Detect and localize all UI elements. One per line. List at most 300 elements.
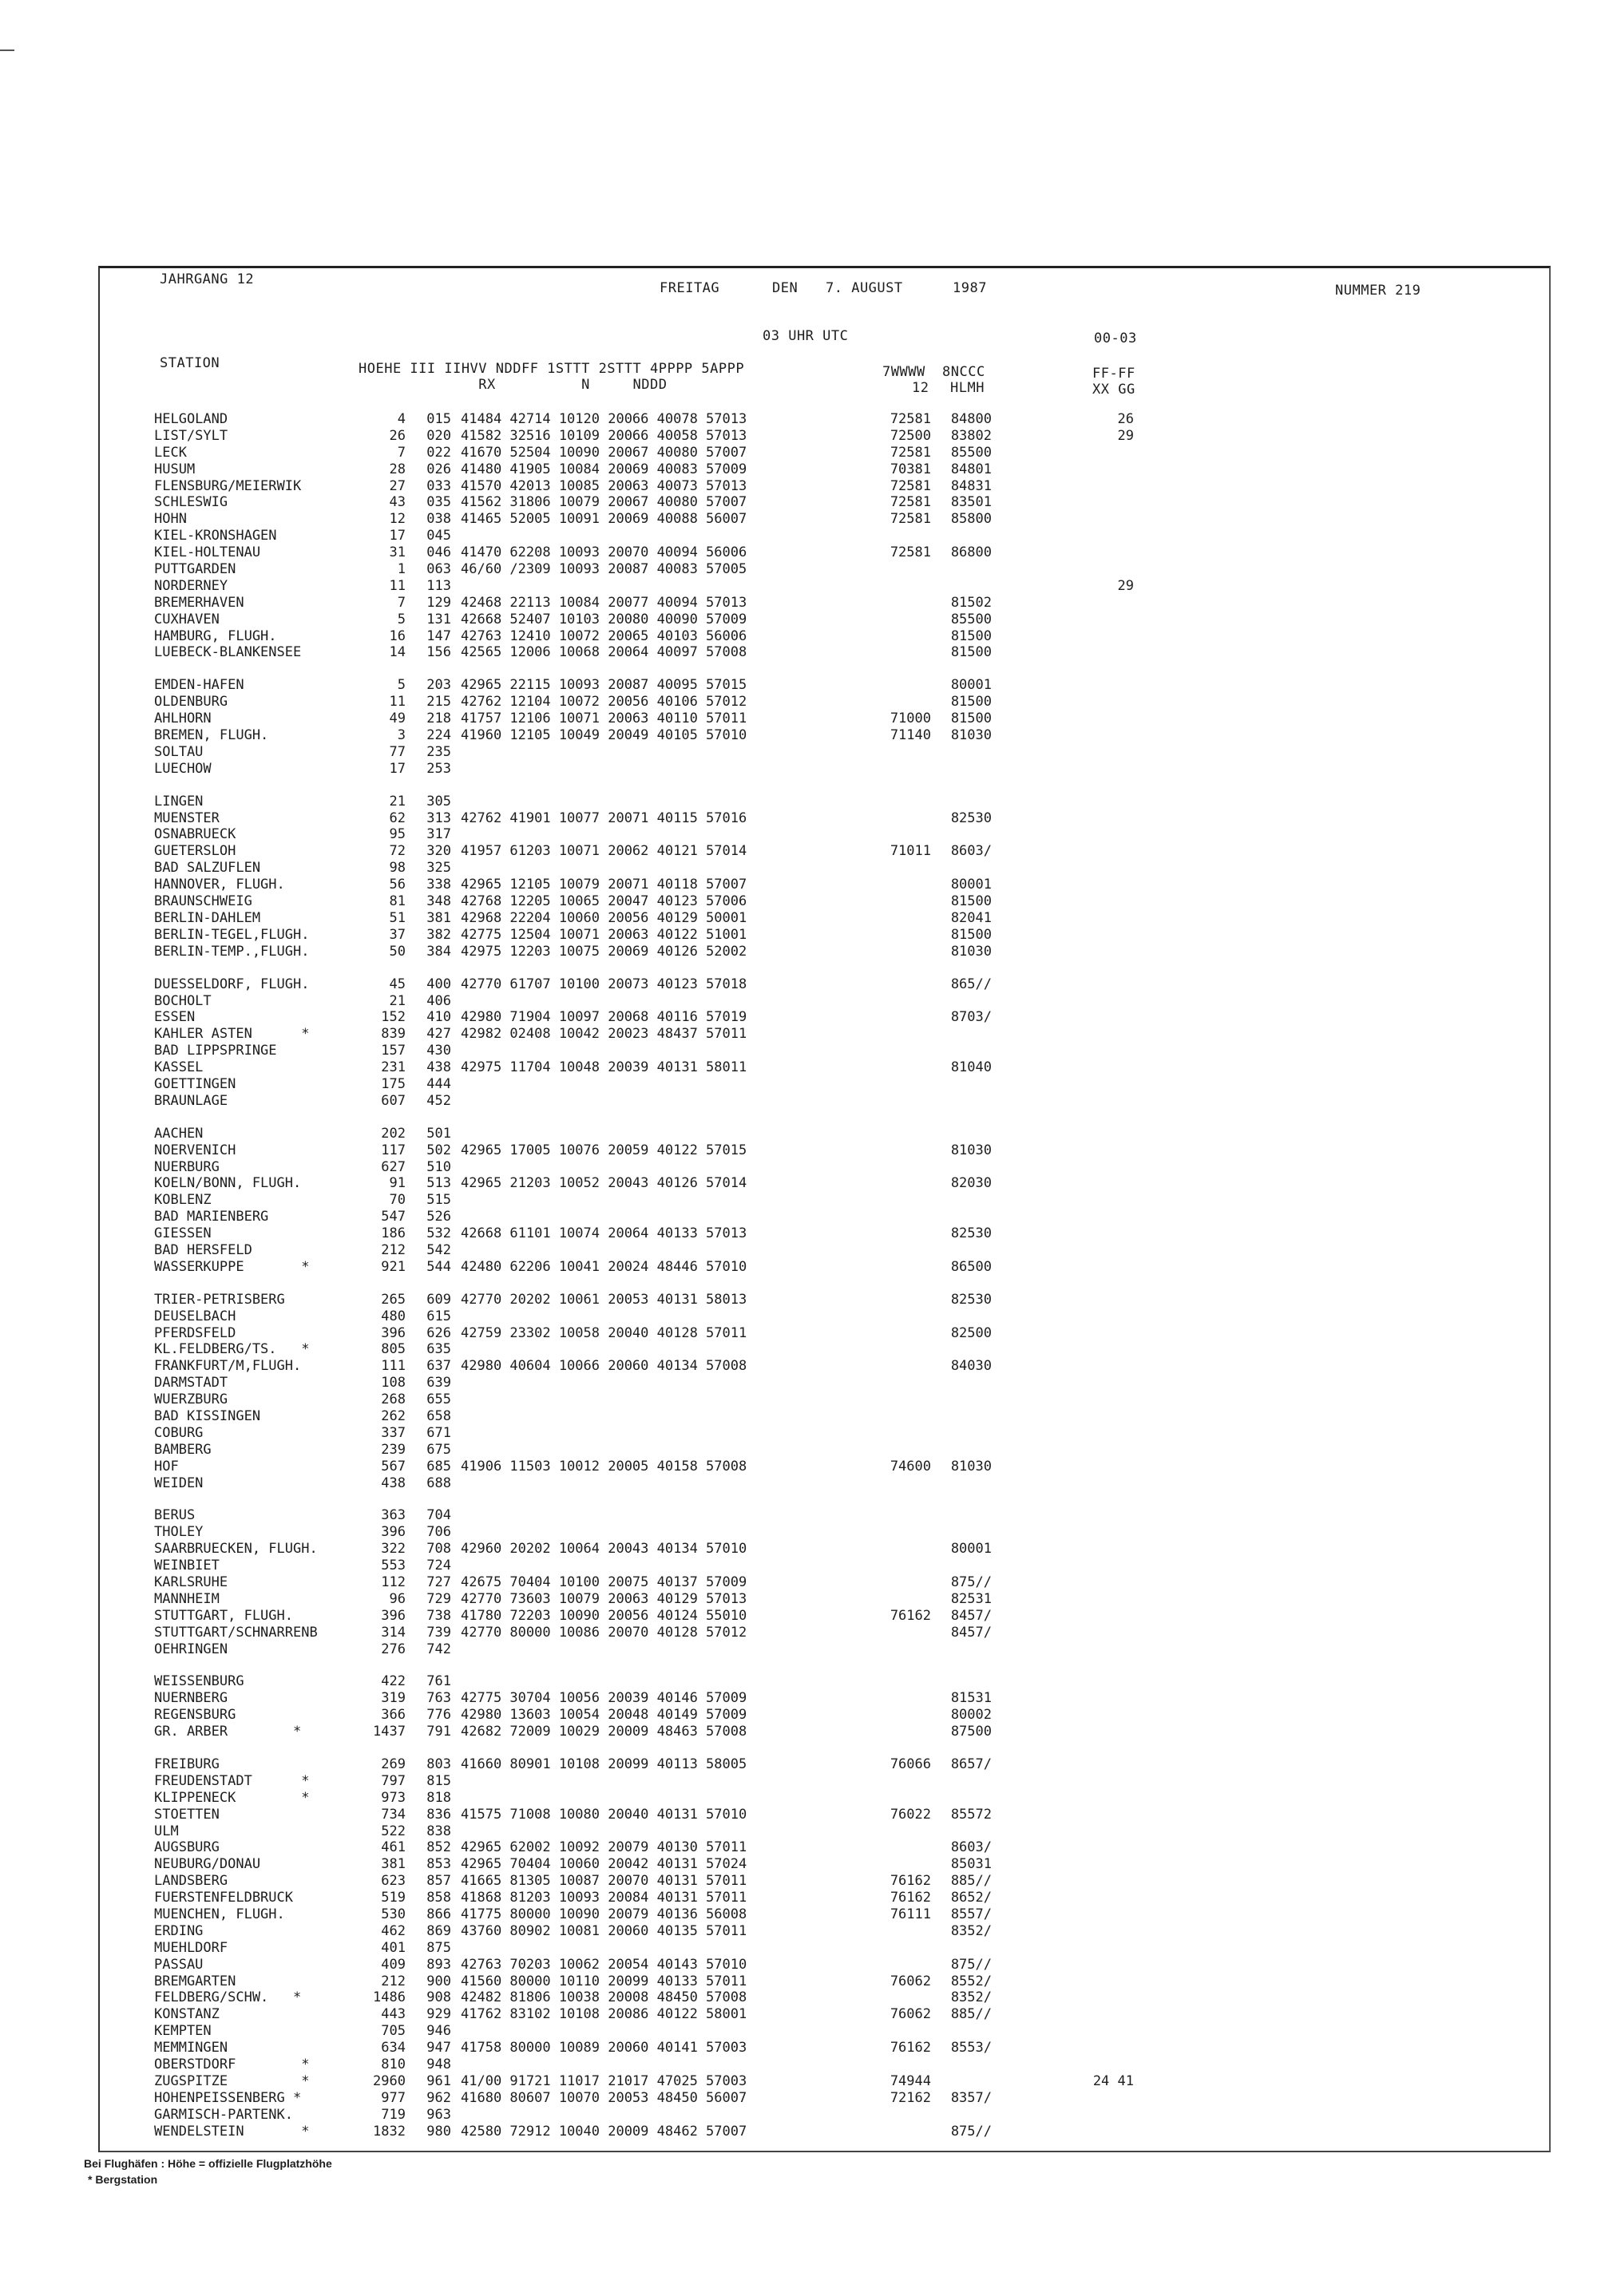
station-index: 400 — [426, 976, 451, 992]
station-altitude: 175 — [381, 1075, 406, 1092]
station-name: REGENSBURG — [154, 1707, 236, 1724]
station-index: 131 — [426, 611, 451, 627]
station-groups: 41906 11503 10012 20005 40158 57008 — [461, 1458, 747, 1475]
station-name: BRAUNSCHWEIG — [154, 893, 252, 910]
station-groups: 41757 12106 10071 20063 40110 57011 — [461, 711, 747, 727]
station-index: 532 — [426, 1225, 451, 1242]
cloud-group: 82530 — [950, 1291, 992, 1308]
station-index: 510 — [426, 1158, 451, 1175]
station-name: GR. ARBER * — [154, 1724, 302, 1740]
station-index: 671 — [426, 1424, 451, 1441]
station-name: BERUS — [154, 1507, 196, 1524]
station-groups: 41484 42714 10120 20066 40078 57013 — [461, 411, 747, 427]
station-row — [0, 744, 1597, 761]
station-groups: 41680 80607 10070 20053 48450 56007 — [461, 2089, 747, 2106]
station-index: 513 — [426, 1175, 451, 1192]
header-jahrgang: JAHRGANG 12 — [160, 271, 255, 287]
cloud-group: 8652/ — [950, 1890, 992, 1906]
station-altitude: 977 — [381, 2089, 406, 2106]
station-altitude: 17 — [389, 760, 406, 777]
station-altitude: 3 — [397, 727, 406, 744]
station-name: ESSEN — [154, 1009, 196, 1026]
weather-group: 76162 — [890, 1607, 931, 1624]
header-range: 00-03 — [1094, 331, 1137, 346]
station-index: 875 — [426, 1939, 451, 1956]
station-index: 946 — [426, 2023, 451, 2040]
station-index: 815 — [426, 1772, 451, 1789]
cloud-group: 8352/ — [950, 1989, 992, 2006]
cloud-group: 81500 — [950, 627, 992, 644]
station-row — [0, 910, 1597, 927]
scan-edge-mark — [0, 49, 14, 51]
station-index: 763 — [426, 1690, 451, 1707]
station-groups: 42480 62206 10041 20024 48446 57010 — [461, 1258, 747, 1275]
station-index: 858 — [426, 1890, 451, 1906]
weather-group: 76062 — [890, 2006, 931, 2023]
weather-group: 70381 — [890, 461, 931, 477]
station-name: SCHLESWIG — [154, 494, 228, 511]
station-altitude: 95 — [389, 826, 406, 843]
station-name: NUERBURG — [154, 1158, 220, 1175]
station-altitude: 43 — [389, 494, 406, 511]
station-name: MEMMINGEN — [154, 2040, 228, 2057]
column-8nccc-sub: HLMH — [950, 380, 985, 396]
station-row — [0, 1940, 1597, 1957]
station-altitude: 805 — [381, 1341, 406, 1358]
station-altitude: 4 — [397, 411, 406, 427]
station-index: 675 — [426, 1441, 451, 1458]
station-row — [0, 1209, 1597, 1225]
station-altitude: 81 — [389, 893, 406, 910]
column-7wwww: 7WWWW — [882, 364, 925, 380]
weather-group: 74600 — [890, 1458, 931, 1475]
header-den: DEN — [772, 280, 798, 296]
station-index: 635 — [426, 1341, 451, 1358]
station-name: DARMSTADT — [154, 1375, 228, 1391]
column-ff: FF-FF — [1092, 366, 1135, 382]
station-row — [0, 411, 1597, 428]
station-groups: 42762 12104 10072 20056 40106 57012 — [461, 694, 747, 711]
station-row — [0, 877, 1597, 893]
station-name: KIEL-KRONSHAGEN — [154, 528, 277, 544]
station-index: 929 — [426, 2006, 451, 2023]
station-altitude: 7 — [397, 594, 406, 611]
station-index: 502 — [426, 1142, 451, 1158]
weather-group: 72500 — [890, 427, 931, 444]
station-row — [0, 794, 1597, 810]
cloud-group: 8703/ — [950, 1009, 992, 1026]
station-row — [0, 644, 1597, 661]
station-row — [0, 578, 1597, 595]
station-index: 430 — [426, 1043, 451, 1059]
station-row — [0, 1807, 1597, 1823]
station-altitude: 438 — [381, 1475, 406, 1491]
station-name: PUTTGARDEN — [154, 561, 236, 578]
station-index: 853 — [426, 1856, 451, 1873]
station-index: 320 — [426, 843, 451, 860]
weather-group: 71140 — [890, 727, 931, 744]
weather-group: 72162 — [890, 2089, 931, 2106]
station-row — [0, 1873, 1597, 1890]
cloud-group: 85572 — [950, 1806, 992, 1823]
station-name: KASSEL — [154, 1059, 204, 1076]
station-index: 776 — [426, 1707, 451, 1724]
station-index: 015 — [426, 411, 451, 427]
station-row — [0, 561, 1597, 578]
station-row — [0, 1325, 1597, 1342]
station-index: 761 — [426, 1673, 451, 1690]
station-name: HOF — [154, 1458, 179, 1475]
station-index: 038 — [426, 511, 451, 528]
header-year: 1987 — [953, 280, 987, 296]
cloud-group: 81531 — [950, 1690, 992, 1707]
station-name: BERLIN-TEMP.,FLUGH. — [154, 943, 310, 960]
wind-gust: 29 — [1117, 577, 1134, 594]
station-groups: 42468 22113 10084 20077 40094 57013 — [461, 594, 747, 611]
station-name: STOETTEN — [154, 1806, 220, 1823]
station-groups: 42980 71904 10097 20068 40116 57019 — [461, 1009, 747, 1026]
station-name: KARLSRUHE — [154, 1574, 228, 1590]
station-row — [0, 1159, 1597, 1176]
station-groups: 42675 70404 10100 20075 40137 57009 — [461, 1574, 747, 1590]
station-group — [0, 1756, 1597, 2140]
station-altitude: 212 — [381, 1973, 406, 1989]
station-name: THOLEY — [154, 1524, 204, 1541]
station-altitude: 2960 — [373, 2072, 406, 2089]
station-name: BREMERHAVEN — [154, 594, 244, 611]
station-name: ERDING — [154, 1922, 204, 1939]
cloud-group: 81500 — [950, 711, 992, 727]
weather-group: 76066 — [890, 1756, 931, 1773]
station-name: BAD LIPPSPRINGE — [154, 1043, 277, 1059]
station-altitude: 5 — [397, 611, 406, 627]
station-altitude: 70 — [389, 1192, 406, 1209]
cloud-group: 82041 — [950, 909, 992, 926]
station-altitude: 26 — [389, 427, 406, 444]
station-name: PFERDSFELD — [154, 1324, 236, 1341]
station-altitude: 1832 — [373, 2123, 406, 2140]
station-row — [0, 1308, 1597, 1325]
station-altitude: 111 — [381, 1358, 406, 1375]
station-groups: 42580 72912 10040 20009 48462 57007 — [461, 2123, 747, 2140]
station-row — [0, 528, 1597, 544]
station-groups: 41480 41905 10084 20069 40083 57009 — [461, 461, 747, 477]
station-groups: 42668 52407 10103 20080 40090 57009 — [461, 611, 747, 627]
station-name: HAMBURG, FLUGH. — [154, 627, 277, 644]
cloud-group: 81030 — [950, 727, 992, 744]
station-name: DUESSELDORF, FLUGH. — [154, 976, 310, 992]
station-altitude: 839 — [381, 1026, 406, 1043]
station-altitude: 607 — [381, 1092, 406, 1109]
station-groups: 41780 72203 10090 20056 40124 55010 — [461, 1607, 747, 1624]
station-name: FLENSBURG/MEIERWIK — [154, 477, 302, 494]
station-index: 035 — [426, 494, 451, 511]
station-row — [0, 860, 1597, 877]
station-index: 348 — [426, 893, 451, 910]
station-group — [0, 677, 1597, 777]
station-row — [0, 1459, 1597, 1475]
station-altitude: 1437 — [373, 1724, 406, 1740]
cloud-group: 84831 — [950, 477, 992, 494]
station-name: COBURG — [154, 1424, 204, 1441]
station-row — [0, 810, 1597, 827]
station-index: 948 — [426, 2057, 451, 2073]
station-altitude: 1486 — [373, 1989, 406, 2006]
station-name: WEIDEN — [154, 1475, 204, 1491]
station-group — [0, 794, 1597, 960]
station-row — [0, 1856, 1597, 1873]
station-row — [0, 1625, 1597, 1641]
station-row — [0, 461, 1597, 478]
station-row — [0, 893, 1597, 910]
station-index: 836 — [426, 1806, 451, 1823]
station-index: 791 — [426, 1724, 451, 1740]
station-name: NOERVENICH — [154, 1142, 236, 1158]
footnote-airports: Bei Flughäfen : Höhe = offizielle Flugplatzhöhe — [84, 2157, 332, 2170]
station-row — [0, 1641, 1597, 1658]
station-altitude: 461 — [381, 1839, 406, 1856]
cloud-group: 81500 — [950, 644, 992, 661]
station-row — [0, 1408, 1597, 1425]
station-name: ZUGSPITZE * — [154, 2072, 310, 2089]
station-row — [0, 1790, 1597, 1807]
station-altitude: 623 — [381, 1873, 406, 1890]
station-groups: 41665 81305 10087 20070 40131 57011 — [461, 1873, 747, 1890]
station-altitude: 27 — [389, 477, 406, 494]
cloud-group: 81030 — [950, 1142, 992, 1158]
station-index: 615 — [426, 1308, 451, 1324]
station-row — [0, 1839, 1597, 1856]
station-index: 406 — [426, 992, 451, 1009]
station-name: MUENCHEN, FLUGH. — [154, 1906, 285, 1923]
station-name: KLIPPENECK * — [154, 1789, 310, 1806]
station-groups: 41560 80000 10110 20099 40133 57011 — [461, 1973, 747, 1989]
station-index: 724 — [426, 1558, 451, 1574]
station-altitude: 366 — [381, 1707, 406, 1724]
station-row — [0, 1009, 1597, 1026]
station-row — [0, 1574, 1597, 1591]
column-station: STATION — [160, 355, 220, 371]
station-name: OBERSTDORF * — [154, 2057, 310, 2073]
station-altitude: 11 — [389, 694, 406, 711]
station-index: 900 — [426, 1973, 451, 1989]
station-row — [0, 1341, 1597, 1358]
station-altitude: 319 — [381, 1690, 406, 1707]
station-row — [0, 2124, 1597, 2140]
station-altitude: 363 — [381, 1507, 406, 1524]
station-altitude: 921 — [381, 1258, 406, 1275]
station-row — [0, 595, 1597, 612]
station-index: 046 — [426, 544, 451, 561]
station-groups: 41775 80000 10090 20079 40136 56008 — [461, 1906, 747, 1923]
station-altitude: 98 — [389, 860, 406, 877]
station-row — [0, 1823, 1597, 1840]
station-altitude: 462 — [381, 1922, 406, 1939]
station-altitude: 239 — [381, 1441, 406, 1458]
cloud-group: 8557/ — [950, 1906, 992, 1923]
station-name: OSNABRUECK — [154, 826, 236, 843]
station-groups: 46/60 /2309 10093 20087 40083 57005 — [461, 561, 747, 578]
weather-group: 76162 — [890, 1890, 931, 1906]
station-groups: 41660 80901 10108 20099 40113 58005 — [461, 1756, 747, 1773]
station-index: 427 — [426, 1026, 451, 1043]
station-index: 235 — [426, 743, 451, 760]
cloud-group: 8357/ — [950, 2089, 992, 2106]
station-group — [0, 1126, 1597, 1276]
cloud-group: 86800 — [950, 544, 992, 561]
station-group — [0, 976, 1597, 1110]
station-index: 658 — [426, 1407, 451, 1424]
station-name: BAD KISSINGEN — [154, 1407, 261, 1424]
station-altitude: 567 — [381, 1458, 406, 1475]
station-index: 063 — [426, 561, 451, 578]
station-name: WUERZBURG — [154, 1391, 228, 1408]
station-name: BREMGARTEN — [154, 1973, 236, 1989]
station-index: 961 — [426, 2072, 451, 2089]
station-altitude: 212 — [381, 1241, 406, 1258]
station-row — [0, 993, 1597, 1010]
station-altitude: 480 — [381, 1308, 406, 1324]
station-index: 639 — [426, 1375, 451, 1391]
station-altitude: 547 — [381, 1209, 406, 1225]
weather-group: 72581 — [890, 411, 931, 427]
station-row — [0, 1391, 1597, 1408]
station-groups: 42975 12203 10075 20069 40126 52002 — [461, 943, 747, 960]
station-name: STUTTGART/SCHNARRENB — [154, 1624, 318, 1641]
station-groups: 42965 12105 10079 20071 40118 57007 — [461, 877, 747, 893]
station-index: 866 — [426, 1906, 451, 1923]
station-groups: 41868 81203 10093 20084 40131 57011 — [461, 1890, 747, 1906]
station-row — [0, 1026, 1597, 1043]
station-index: 738 — [426, 1607, 451, 1624]
station-row — [0, 1375, 1597, 1391]
header-date: 7. AUGUST — [826, 280, 903, 296]
cloud-group: 81030 — [950, 1458, 992, 1475]
station-name: HUSUM — [154, 461, 196, 477]
cloud-group: 82531 — [950, 1590, 992, 1607]
weather-group: 72581 — [890, 444, 931, 461]
station-row — [0, 1059, 1597, 1076]
station-index: 742 — [426, 1641, 451, 1657]
station-row — [0, 628, 1597, 645]
station-row — [0, 1923, 1597, 1940]
station-name: HOHN — [154, 511, 187, 528]
station-name: WASSERKUPPE * — [154, 1258, 310, 1275]
station-groups: 42965 17005 10076 20059 40122 57015 — [461, 1142, 747, 1158]
station-name: FRANKFURT/M,FLUGH. — [154, 1358, 302, 1375]
station-index: 022 — [426, 444, 451, 461]
station-row — [0, 1242, 1597, 1259]
station-name: BREMEN, FLUGH. — [154, 727, 269, 744]
station-group — [0, 1673, 1597, 1740]
station-index: 382 — [426, 926, 451, 943]
station-index: 305 — [426, 793, 451, 810]
station-name: GARMISCH-PARTENK. — [154, 2106, 293, 2123]
cloud-group: 8603/ — [950, 1839, 992, 1856]
station-altitude: 262 — [381, 1407, 406, 1424]
station-altitude: 14 — [389, 644, 406, 661]
station-altitude: 519 — [381, 1890, 406, 1906]
station-name: PASSAU — [154, 1956, 204, 1973]
station-groups: 42682 72009 10029 20009 48463 57008 — [461, 1724, 747, 1740]
station-groups: 42775 30704 10056 20039 40146 57009 — [461, 1690, 747, 1707]
wind-gust: 29 — [1117, 427, 1134, 444]
station-row — [0, 1957, 1597, 1973]
station-groups: 42565 12006 10068 20064 40097 57008 — [461, 644, 747, 661]
station-name: SOLTAU — [154, 743, 204, 760]
weather-group: 72581 — [890, 494, 931, 511]
station-altitude: 276 — [381, 1641, 406, 1657]
station-groups: 42762 41901 10077 20071 40115 57016 — [461, 810, 747, 826]
station-altitude: 37 — [389, 926, 406, 943]
station-groups: 41758 80000 10089 20060 40141 57003 — [461, 2040, 747, 2057]
cloud-group: 85800 — [950, 511, 992, 528]
column-8nccc: 8NCCC — [942, 364, 985, 380]
column-main-line1: HOEHE III IIHVV NDDFF 1STTT 2STTT 4PPPP 5APPP — [359, 361, 745, 377]
cloud-group: 84030 — [950, 1358, 992, 1375]
station-index: 706 — [426, 1524, 451, 1541]
station-row — [0, 1558, 1597, 1574]
header-day: FREITAG — [660, 280, 720, 296]
station-row — [0, 2057, 1597, 2073]
station-name: GOETTINGEN — [154, 1075, 236, 1092]
station-altitude: 12 — [389, 511, 406, 528]
station-row — [0, 1724, 1597, 1740]
cloud-group: 885// — [950, 2006, 992, 2023]
station-name: LUEBECK-BLANKENSEE — [154, 644, 302, 661]
weather-group: 72581 — [890, 544, 931, 561]
weather-group: 76162 — [890, 1873, 931, 1890]
cloud-group: 8352/ — [950, 1922, 992, 1939]
station-altitude: 77 — [389, 743, 406, 760]
cloud-group: 80002 — [950, 1707, 992, 1724]
station-index: 980 — [426, 2123, 451, 2140]
cloud-group: 885// — [950, 1873, 992, 1890]
cloud-group: 86500 — [950, 1258, 992, 1275]
station-altitude: 553 — [381, 1558, 406, 1574]
station-index: 129 — [426, 594, 451, 611]
cloud-group: 85500 — [950, 611, 992, 627]
station-altitude: 17 — [389, 528, 406, 544]
station-altitude: 45 — [389, 976, 406, 992]
station-name: DEUSELBACH — [154, 1308, 236, 1324]
station-name: OLDENBURG — [154, 694, 228, 711]
cloud-group: 875// — [950, 1574, 992, 1590]
station-row — [0, 2040, 1597, 2057]
station-row — [0, 1890, 1597, 1906]
station-groups: 41582 32516 10109 20066 40058 57013 — [461, 427, 747, 444]
station-index: 838 — [426, 1823, 451, 1839]
station-row — [0, 494, 1597, 511]
station-index: 685 — [426, 1458, 451, 1475]
station-index: 384 — [426, 943, 451, 960]
station-name: HANNOVER, FLUGH. — [154, 877, 285, 893]
station-row — [0, 1292, 1597, 1308]
station-name: NUERNBERG — [154, 1690, 228, 1707]
station-name: FREIBURG — [154, 1756, 220, 1773]
station-altitude: 202 — [381, 1125, 406, 1142]
station-index: 113 — [426, 577, 451, 594]
station-altitude: 634 — [381, 2040, 406, 2057]
weather-group: 76111 — [890, 1906, 931, 1923]
station-index: 704 — [426, 1507, 451, 1524]
station-index: 452 — [426, 1092, 451, 1109]
station-groups: 41960 12105 10049 20049 40105 57010 — [461, 727, 747, 744]
station-name: AUGSBURG — [154, 1839, 220, 1856]
station-altitude: 49 — [389, 711, 406, 727]
station-name: EMDEN-HAFEN — [154, 677, 244, 694]
station-row — [0, 1259, 1597, 1276]
